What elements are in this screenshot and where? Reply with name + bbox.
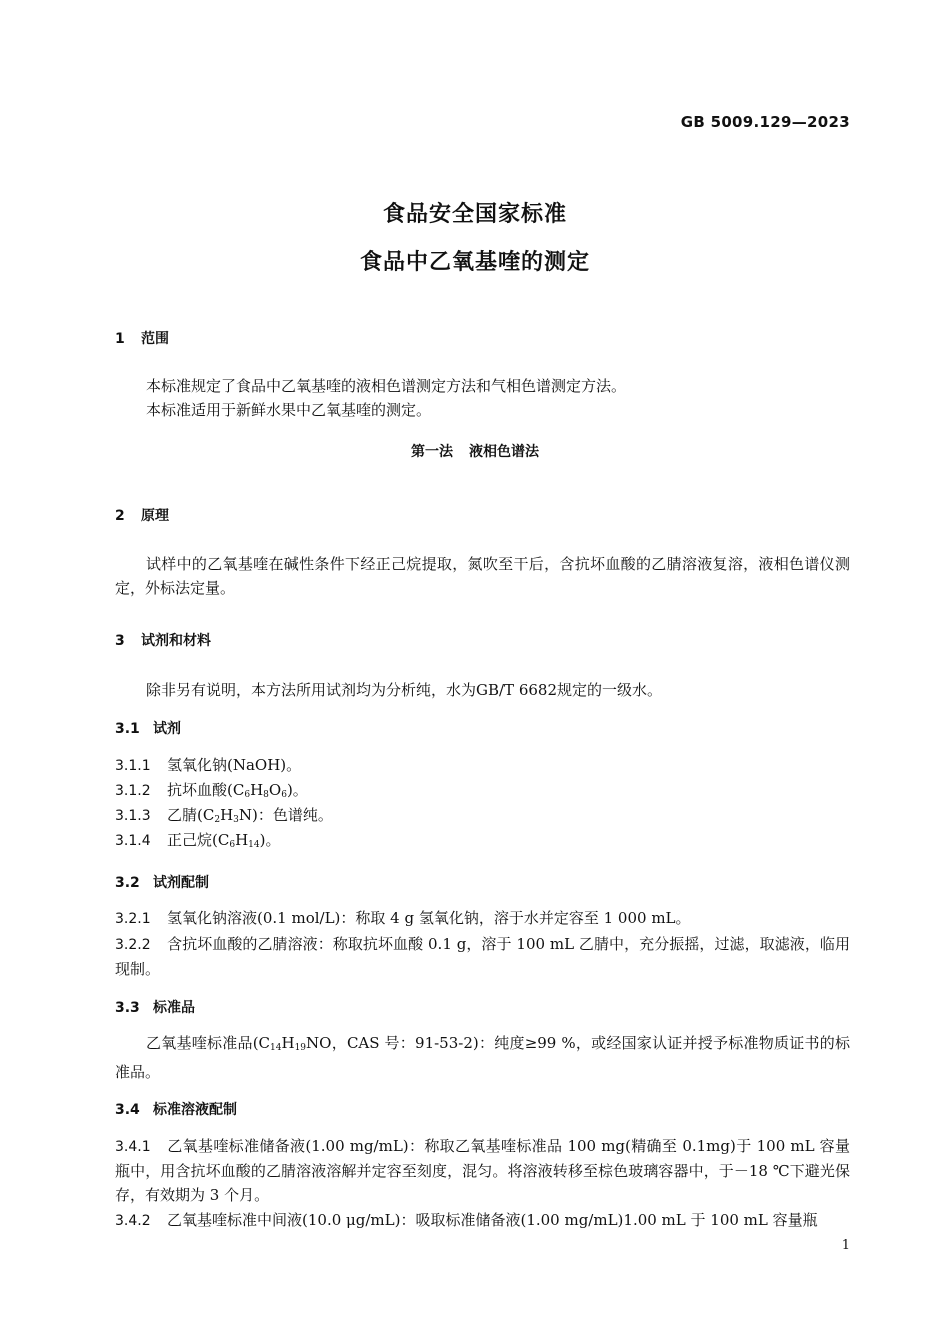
item-number: 3.2.2	[115, 937, 151, 953]
item-number: 3.1.4	[115, 833, 151, 849]
subsection-3-1-heading	[115, 718, 181, 738]
item-3-1-4	[115, 828, 850, 857]
subsection-number: 3.3	[115, 1000, 140, 1016]
item-text: 乙氧基喹标准储备液(1.00 mg/mL)：称取乙氧基喹标准品 100 mg(精确至 0.1mg)于 100 mL 容量瓶中，用含抗坏血酸的乙腈溶液溶解并定容至刻度，混匀。将溶液转移至棕色玻璃容器中，于－18 ℃下避光保存，有效期为 3 个月。	[115, 1137, 850, 1204]
item-number: 3.4.1	[115, 1139, 151, 1155]
item-number: 3.1.1	[115, 758, 151, 774]
item-text: 氢氧化钠(NaOH)。	[167, 756, 302, 774]
subsection-title: 标准品	[153, 1000, 195, 1016]
section-number: 1	[115, 331, 125, 347]
section-3-heading	[115, 630, 211, 650]
item-number: 3.4.2	[115, 1213, 151, 1229]
subsection-title: 标准溶液配制	[153, 1102, 237, 1118]
principle-paragraph: 试样中的乙氧基喹在碱性条件下经正己烷提取，氮吹至干后，含抗坏血酸的乙腈溶液复溶，液相色谱仪测定，外标法定量。	[115, 555, 850, 597]
method-name: 液相色谱法	[469, 444, 539, 460]
section-number: 2	[115, 508, 125, 524]
scope-paragraph-2: 本标准适用于新鲜水果中乙氧基喹的测定。	[146, 401, 432, 419]
item-3-1-1	[115, 753, 850, 778]
subsection-number: 3.2	[115, 875, 140, 891]
item-3-2-1	[115, 906, 850, 931]
item-number: 3.1.3	[115, 808, 151, 824]
section-title: 试剂和材料	[141, 633, 211, 649]
subsection-3-4-heading	[115, 1099, 237, 1119]
document-subtitle: 食品中乙氧基喹的测定	[359, 250, 590, 275]
scope-paragraph-1: 本标准规定了食品中乙氧基喹的液相色谱测定方法和气相色谱测定方法。	[146, 377, 627, 395]
section-1-heading	[115, 328, 169, 348]
item-text: 含抗坏血酸的乙腈溶液：称取抗坏血酸 0.1 g，溶于 100 mL 乙腈中，充分振摇，过滤，取滤液，临用现制。	[115, 935, 850, 978]
standard-code: GB 5009.129—2023	[680, 113, 850, 131]
reagents-intro-paragraph: 除非另有说明，本方法所用试剂均为分析纯，水为GB/T 6682规定的一级水。	[146, 681, 663, 699]
subsection-3-2-heading	[115, 872, 209, 892]
item-3-2-2	[115, 932, 850, 981]
subsection-title: 试剂	[153, 721, 181, 737]
standard-material-paragraph: 乙氧基喹标准品($C_{14}H_{19}NO$，CAS 号：91-53-2)：纯度≥99 %，或经国家认证并授予标准物质证书的标准品。	[115, 1034, 850, 1081]
section-title: 原理	[141, 508, 169, 524]
item-text: 氢氧化钠溶液(0.1 mol/L)：称取 4 g 氢氧化钠，溶于水并定容至 1 000 mL。	[167, 909, 691, 927]
section-number: 3	[115, 633, 125, 649]
item-3-4-1	[115, 1134, 850, 1207]
section-2-heading	[115, 505, 169, 525]
subsection-title: 试剂配制	[153, 875, 209, 891]
item-text: 抗坏血酸$(C_6H_8O_6)$。	[167, 781, 308, 800]
section-title: 范围	[141, 331, 169, 347]
item-text: 正己烷$(C_6H_{14})$。	[167, 831, 281, 850]
subsection-number: 3.4	[115, 1102, 140, 1118]
page-number: 1	[841, 1238, 850, 1253]
document-title: 食品安全国家标准	[382, 202, 567, 227]
item-text: 乙腈$(C_2H_3N)$：色谱纯。	[167, 806, 333, 825]
item-3-4-2	[115, 1208, 850, 1233]
item-number: 3.1.2	[115, 783, 151, 799]
subsection-3-3-heading	[115, 997, 195, 1017]
method-heading	[0, 441, 950, 461]
method-number: 第一法	[411, 444, 453, 460]
item-text: 乙氧基喹标准中间液(10.0 μg/mL)：吸取标准储备液(1.00 mg/mL)1.00 mL 于 100 mL 容量瓶	[167, 1211, 818, 1229]
subsection-number: 3.1	[115, 721, 140, 737]
item-number: 3.2.1	[115, 911, 151, 927]
